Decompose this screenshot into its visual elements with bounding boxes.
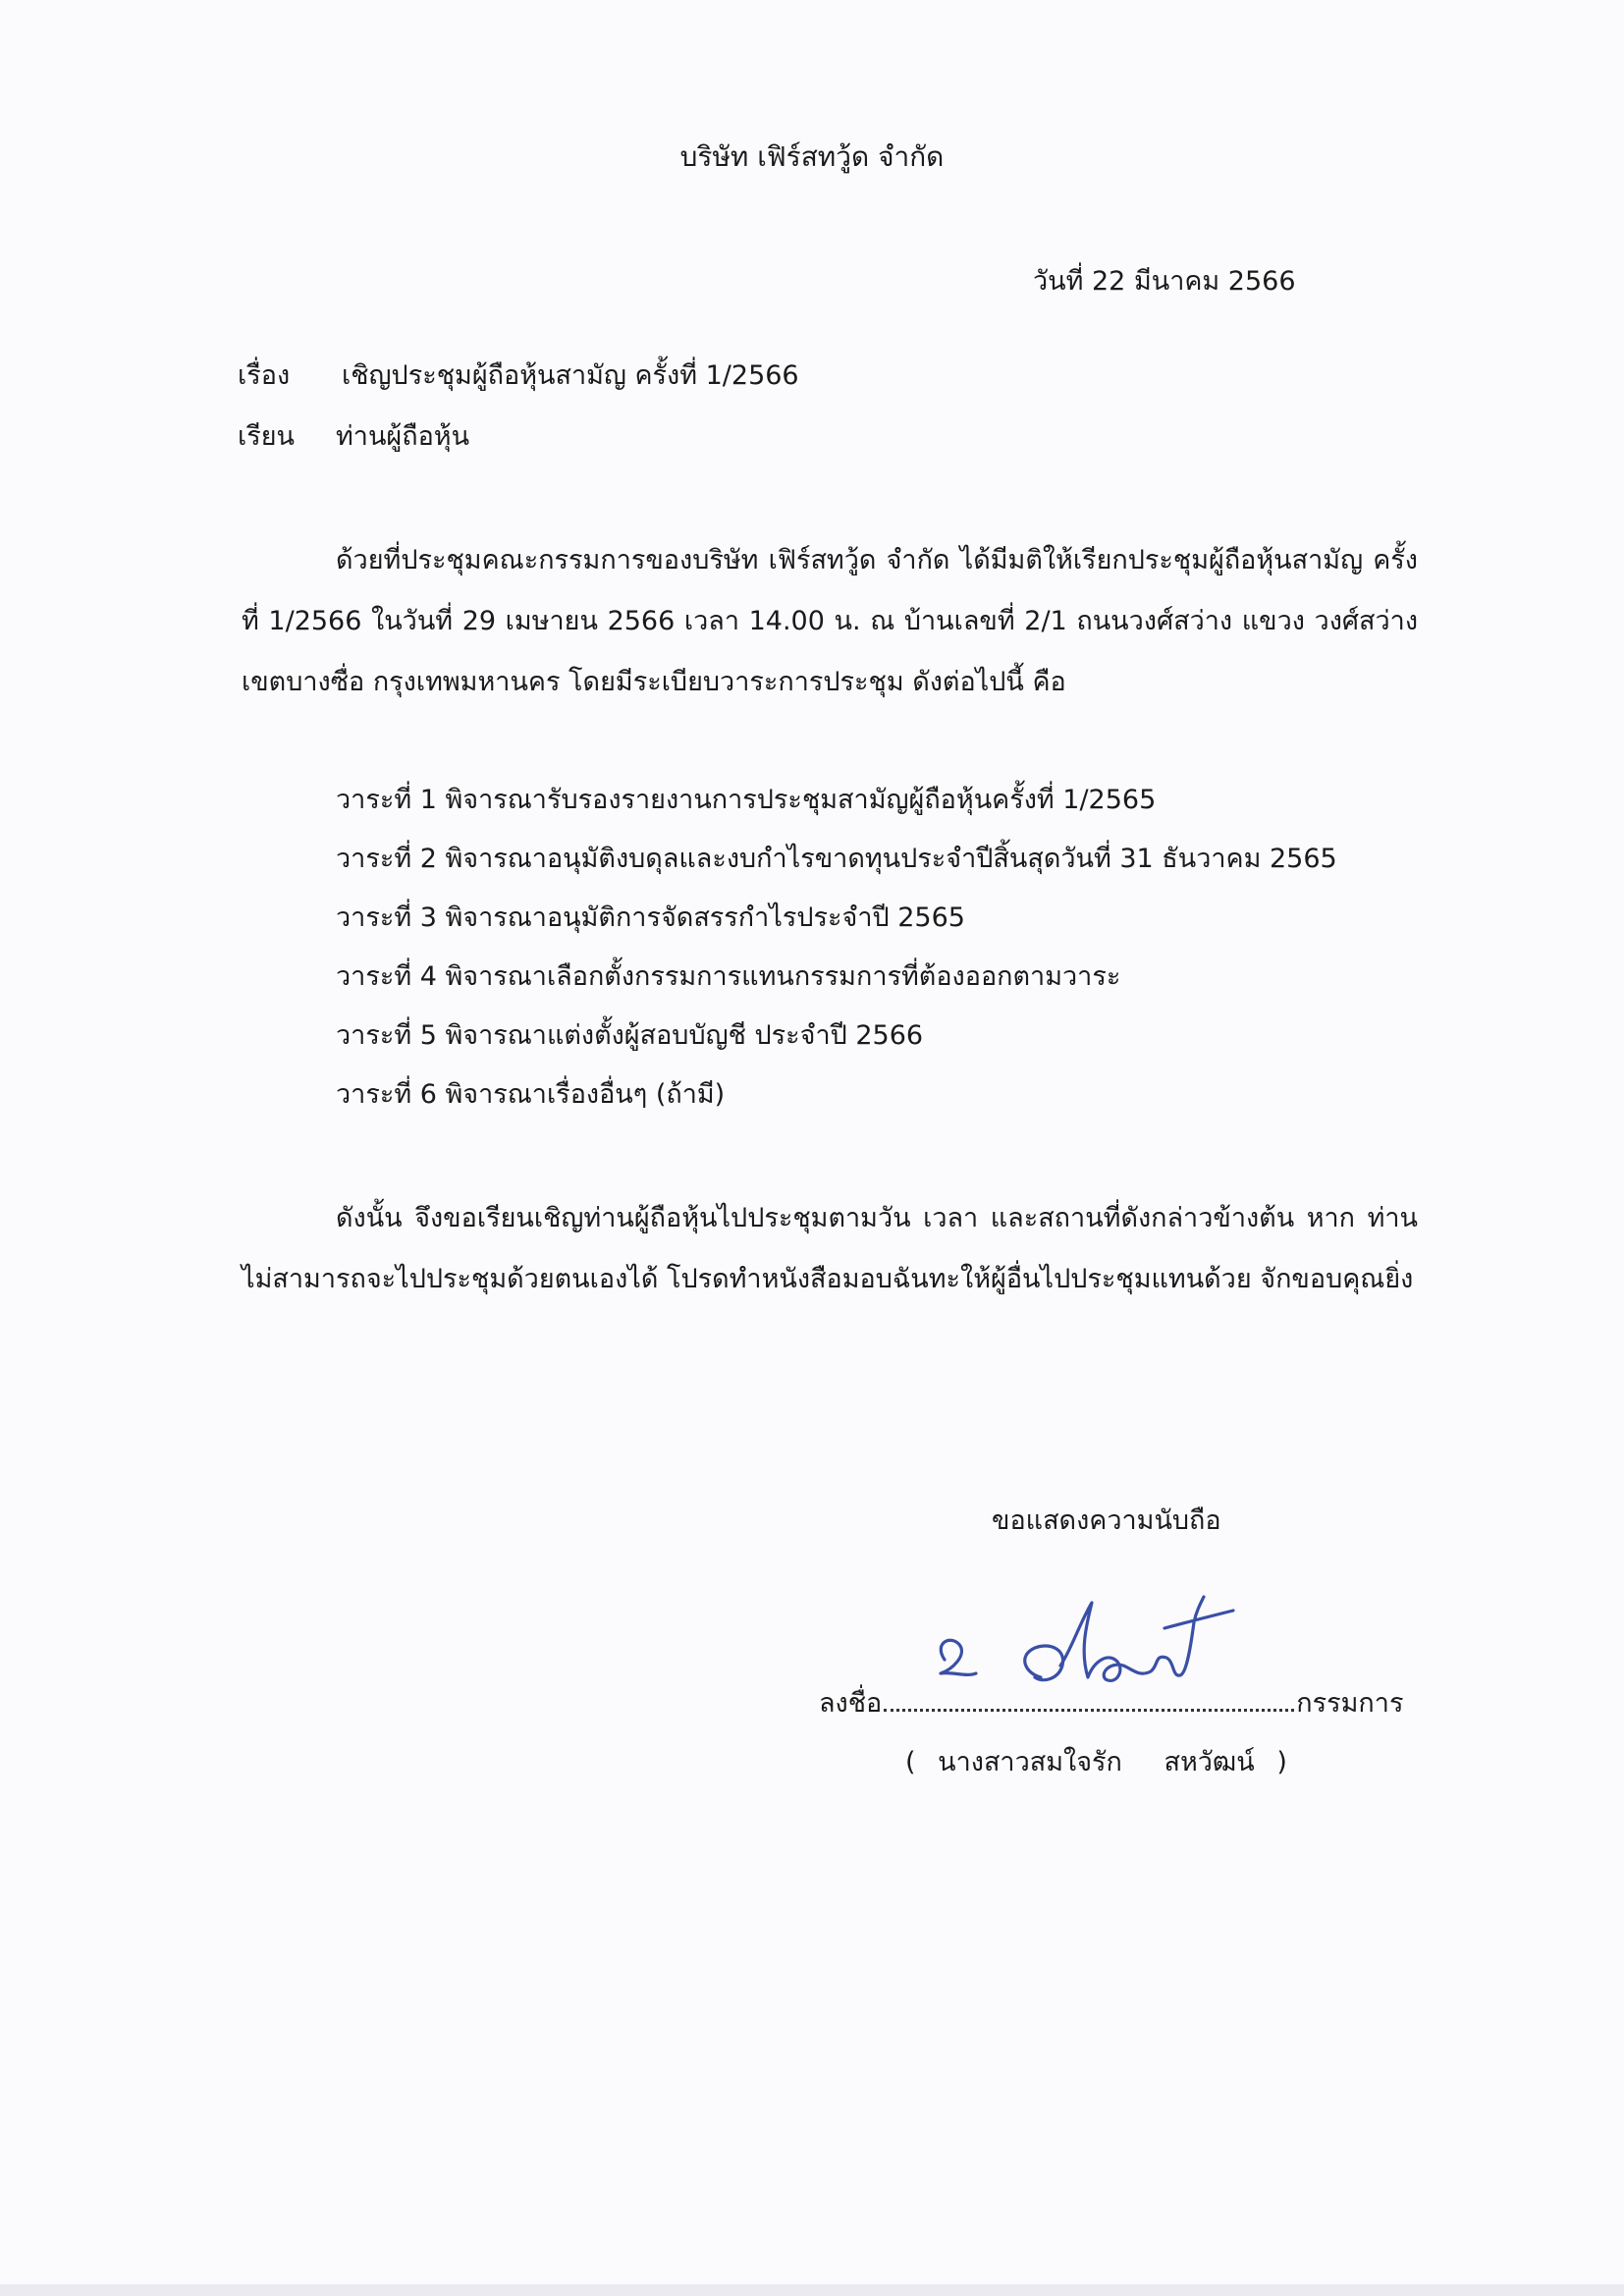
signature-stroke-main bbox=[1025, 1597, 1233, 1680]
agenda-item-6: วาระที่ 6 พิจารณาเรื่องอื่นๆ (ถ้ามี) bbox=[336, 1079, 726, 1110]
agenda-item-5: วาระที่ 5 พิจารณาแต่งตั้งผู้สอบบัญชี ประจำปี 2566 bbox=[336, 1020, 924, 1051]
agenda-list bbox=[336, 771, 1337, 1124]
invitation-paragraph: ด้วยที่ประชุมคณะกรรมการของบริษัท เฟิร์สทวู้ด จำกัด ได้มีมติให้เรียกประชุมผู้ถือหุ้นสามัญ ครั้งที่ 1/2566 ในวันที่ 29 เมษายน 2566 เวลา 14.00 น. ณ บ้านเลขที่ 2/1 ถนนวงศ์สว่าง แขวง วงศ์สว่าง เขตบางซื่อ กรุงเทพมหานคร โดยมีระเบียบวาระการประชุม ดังต่อไปนี้ คือ bbox=[242, 545, 1418, 697]
signer-first-name: นางสาวสมใจรัก bbox=[938, 1747, 1122, 1777]
agenda-item-3: วาระที่ 3 พิจารณาอนุมัติการจัดสรรกำไรประจำปี 2565 bbox=[336, 902, 965, 933]
sign-label: ลงชื่อ bbox=[819, 1688, 883, 1719]
signer-role: กรรมการ bbox=[1296, 1688, 1404, 1719]
signer-surname: สหวัฒน์ bbox=[1164, 1747, 1255, 1777]
agenda-item-2: วาระที่ 2 พิจารณาอนุมัติงบดุลและงบกำไรขาดทุนประจำปีสิ้นสุดวันที่ 31 ธันวาคม 2565 bbox=[336, 844, 1337, 874]
request-paragraph: ดังนั้น จึงขอเรียนเชิญท่านผู้ถือหุ้นไปประชุมตามวัน เวลา และสถานที่ดังกล่าวข้างต้น หาก ท่านไม่สามารถจะไปประชุมด้วยตนเองได้ โปรดทำหนังสือมอบฉันทะให้ผู้อื่นไปประชุมแทนด้วย จักขอบคุณยิ่ง bbox=[242, 1203, 1418, 1294]
recipient-text: ท่านผู้ถือหุ้น bbox=[336, 421, 470, 452]
subject-label: เรื่อง bbox=[238, 360, 291, 391]
signature-stroke-initial bbox=[941, 1640, 976, 1674]
signer-open-paren: ( bbox=[905, 1747, 916, 1777]
letter-date: วันที่ 22 มีนาคม 2566 bbox=[1033, 266, 1296, 297]
agenda-item-4: วาระที่ 4 พิจารณาเลือกตั้งกรรมการแทนกรรมการที่ต้องออกตามวาระ bbox=[336, 961, 1121, 992]
scan-edge bbox=[0, 2284, 1624, 2296]
subject-text: เชิญประชุมผู้ถือหุ้นสามัญ ครั้งที่ 1/2566 bbox=[342, 360, 799, 391]
company-name: บริษัท เฟิร์สทวู้ด จำกัด bbox=[679, 140, 945, 173]
signature-line bbox=[819, 1681, 1403, 1723]
signer-name-line bbox=[905, 1740, 1287, 1782]
agenda-item-1: วาระที่ 1 พิจารณารับรองรายงานการประชุมสามัญผู้ถือหุ้นครั้งที่ 1/2565 bbox=[336, 785, 1157, 815]
signer-close-paren: ) bbox=[1276, 1747, 1287, 1777]
signature-dotted-line bbox=[884, 1685, 1294, 1712]
recipient-label: เรียน bbox=[238, 421, 296, 452]
closing-phrase: ขอแสดงความนับถือ bbox=[992, 1505, 1221, 1536]
